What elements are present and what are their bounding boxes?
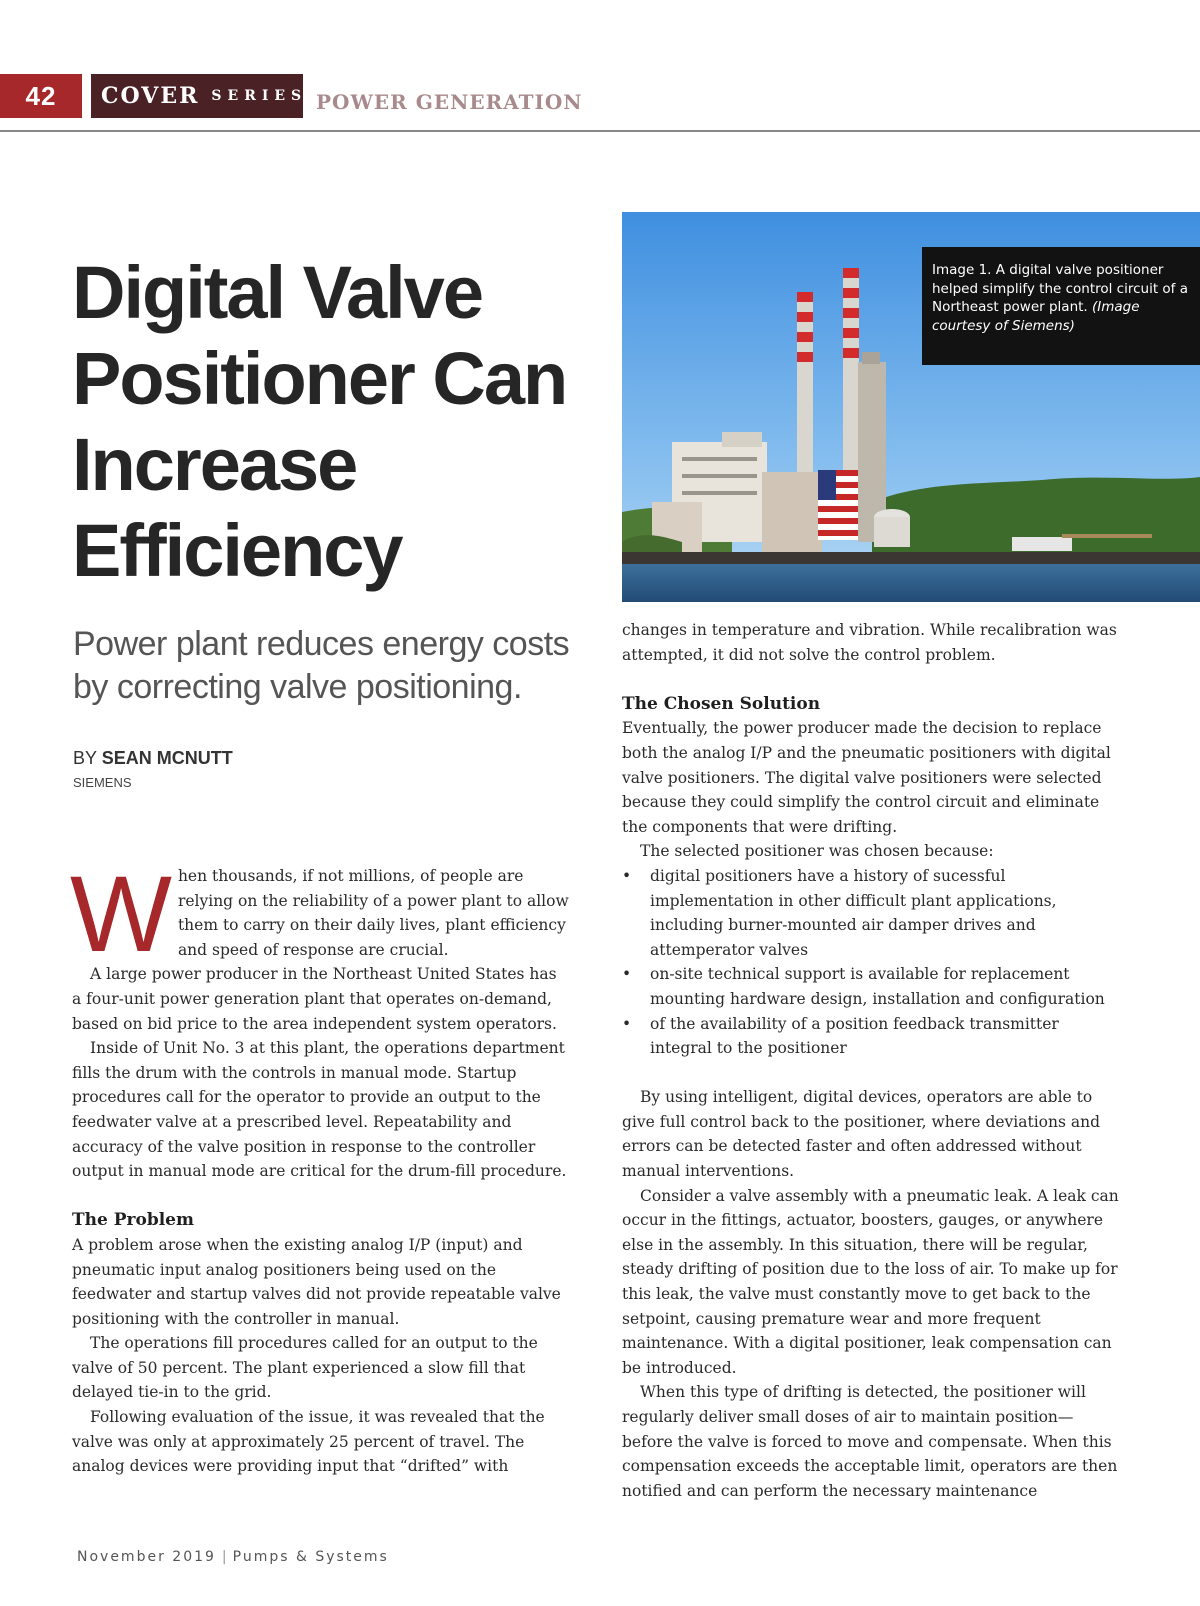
caption-courtesy: (Image courtesy of Siemens) <box>932 299 1140 334</box>
body-paragraph: Consider a valve assembly with a pneumatic leak. A leak can occur in the fittings, actuator, boosters, gauges, or anywhere else in the assembly. In this situation, there will be regular, steady drifting of position due to the loss of air. To make up for this leak, the valve must constantly move to get back to the setpoint, causing premature wear and more frequent maintenance. With a digital positioner, leak compensation can be introduced. <box>622 1186 1119 1377</box>
right-column <box>622 618 1122 1503</box>
byline-prefix: BY <box>73 748 97 768</box>
author-affiliation: SIEMENS <box>73 775 132 790</box>
image-caption <box>922 247 1200 365</box>
list-item <box>622 864 1122 962</box>
page-number: 42 <box>0 74 82 118</box>
body-paragraph: A problem arose when the existing analog I/P (input) and pneumatic input analog positioners being used on the feedwater and startup valves did not provide repeatable valve positioning with the controller in manual. <box>72 1235 561 1328</box>
section-label: POWER GENERATION <box>316 90 583 114</box>
cover-series-label <box>91 74 308 118</box>
body-paragraph: A large power producer in the Northeast United States has a four-unit power generation plant that operates on-demand, based on bid price to the area independent system operators. <box>72 965 557 1033</box>
list-item <box>622 1012 1122 1061</box>
bullet-marker: • <box>622 866 632 885</box>
caption-text: Image 1. A digital valve positioner helped simplify the control circuit of a Northeast power plant. <box>932 262 1188 315</box>
bullet-marker: • <box>622 965 632 984</box>
reasons-list <box>622 864 1122 1061</box>
intro-paragraph <box>70 853 570 974</box>
body-paragraph: Inside of Unit No. 3 at this plant, the operations department fills the drum with the controls in manual mode. Startup procedures call for the operator to provide an output to the feedwater valve at a prescribed level. Repeatability and accuracy of the valve position in response to the controller output in manual mode are critical for the drum-fill procedure. <box>72 1039 567 1181</box>
body-paragraph: By using intelligent, digital devices, operators are able to give full control back to the positioner, where deviations and errors can be detected faster and often addressed without manual interventions. <box>622 1088 1101 1181</box>
footer-publication: Pumps & Systems <box>232 1549 389 1565</box>
byline <box>73 748 233 769</box>
bullet-marker: • <box>622 1014 632 1033</box>
section-heading-solution: The Chosen Solution <box>622 693 821 714</box>
series-label: SERIES <box>211 88 308 104</box>
footer-date: November 2019 <box>77 1549 216 1565</box>
intro-text: hen thousands, if not millions, of people are relying on the reliability of a power plant to allow them to carry on their daily lives, plant efficiency and speed of response are crucial. <box>177 867 569 959</box>
list-item-text: of the availability of a position feedback transmitter integral to the positioner <box>650 1014 1059 1058</box>
body-paragraph: The operations fill procedures called for an output to the valve of 50 percent. The plant experienced a slow fill that delayed tie-in to the grid. <box>72 1334 538 1402</box>
body-paragraph: changes in temperature and vibration. While recalibration was attempted, it did not solve the control problem. <box>622 621 1117 664</box>
article-title: Digital Valve Positioner Can Increase Efficiency <box>72 251 567 592</box>
list-item-text: digital positioners have a history of sucessful implementation in other difficult plant applications, including burner-mounted air damper drives and attemperator valves <box>650 866 1057 959</box>
page-footer <box>77 1549 389 1565</box>
body-paragraph: Following evaluation of the issue, it was revealed that the valve was only at approximately 25 percent of travel. The analog devices were providing input that “drifted” with <box>72 1408 545 1476</box>
list-item-text: on-site technical support is available for replacement mounting hardware design, installation and configuration <box>650 965 1105 1008</box>
drop-cap: W <box>70 853 168 974</box>
article-subtitle: Power plant reduces energy costs by correcting valve positioning. <box>73 625 570 706</box>
list-item <box>622 962 1122 1011</box>
body-paragraph: The selected positioner was chosen because: <box>640 842 994 861</box>
body-paragraph: When this type of drifting is detected, the positioner will regularly deliver small doses of air to maintain position—before the valve is forced to move and compensate. When this compensation exceeds the acceptable limit, operators are then notified and can perform the necessary maintenance <box>622 1383 1118 1500</box>
cover-label: COVER <box>101 83 200 109</box>
footer-separator: | <box>221 1549 227 1565</box>
section-heading-problem: The Problem <box>72 1210 194 1231</box>
body-paragraph: Eventually, the power producer made the decision to replace both the analog I/P and the pneumatic positioners with digital valve positioners. The digital valve positioners were selected because they could simplify the control circuit and eliminate the components that were drifting. <box>622 719 1111 836</box>
header-divider <box>0 130 1200 132</box>
left-column <box>70 853 570 1479</box>
author-name: SEAN MCNUTT <box>101 748 233 768</box>
